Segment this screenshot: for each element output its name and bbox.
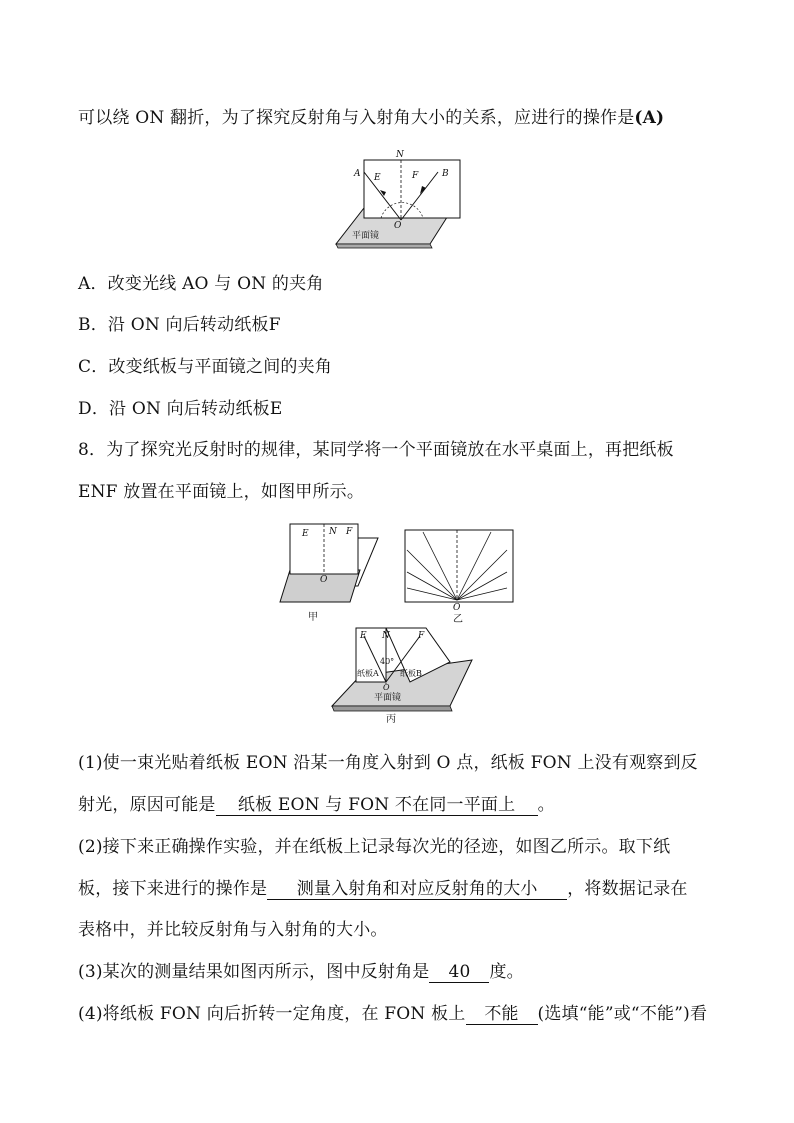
yi-caption: 乙 (453, 614, 463, 625)
jia-label-o: O (320, 575, 328, 585)
bing-angle-label: 40° (380, 657, 395, 666)
q8-p1-pre: 射光，原因可能是 (78, 795, 216, 815)
q8-p3-answer: 40 (429, 962, 489, 983)
q7-option-b: B．沿 ON 向后转动纸板F (78, 315, 281, 335)
q7-mirror-label: 平面镜 (352, 231, 380, 241)
bing-label-n: N (382, 631, 390, 641)
bing-board-b-label: 纸板B (400, 669, 422, 678)
jia-label-n: N (329, 527, 337, 537)
q8-p1-post: 。 (537, 795, 555, 815)
q8-figure-yi (403, 528, 515, 626)
bing-label-e: E (360, 631, 367, 641)
q7-answer: (A) (634, 108, 665, 128)
q8-p4-line (78, 1002, 707, 1026)
q8-p3-post: 度。 (489, 962, 524, 982)
q7-label-n: N (396, 150, 404, 160)
bing-mirror (332, 660, 472, 706)
q7-option-a: A．改变光线 AO 与 ON 的夹角 (78, 274, 324, 294)
q8-stem-line2: ENF 放置在平面镜上，如图甲所示。 (78, 482, 365, 502)
q8-figure-jia (278, 522, 382, 622)
q8-p2-pre: 板，接下来进行的操作是 (78, 879, 268, 899)
bing-board-a-label: 纸板A (357, 669, 379, 678)
q8-stem-line1: 8．为了探究光反射时的规律，某同学将一个平面镜放在水平桌面上，再把纸板 (78, 440, 674, 460)
q8-p1-answer: 纸板 EON 与 FON 不在同一平面上 (216, 795, 538, 816)
jia-caption: 甲 (308, 612, 318, 623)
q7-mirror-edge (336, 244, 432, 248)
q8-p1-line2 (78, 793, 555, 817)
q7-stem-text: 可以绕 ON 翻折，为了探究反射角与入射角大小的关系，应进行的操作是 (78, 108, 635, 128)
q7-label-e: E (374, 173, 381, 183)
q8-p3-pre: (3)某次的测量结果如图丙所示，图中反射角是 (78, 962, 430, 982)
q8-p4-post: (选填“能”或“不能”)看 (537, 1004, 708, 1024)
q8-p2-line2 (78, 877, 688, 901)
bing-caption: 丙 (386, 714, 396, 725)
q7-label-f: F (412, 171, 419, 181)
bing-label-o: O (383, 683, 390, 692)
q7-label-o: O (394, 221, 402, 231)
bing-mirror-label: 平面镜 (374, 693, 402, 703)
jia-label-f: F (346, 527, 353, 537)
bing-mirror-edge (332, 706, 452, 711)
q8-p3-line (78, 960, 524, 984)
q8-p4-answer: 不能 (466, 1004, 538, 1025)
bing-label-f: F (418, 631, 425, 641)
q8-p4-pre: (4)将纸板 FON 向后折转一定角度，在 FON 板上 (78, 1004, 466, 1024)
q8-p1-line1: (1)使一束光贴着纸板 EON 沿某一角度入射到 O 点，纸板 FON 上没有观察到反 (78, 753, 698, 773)
q7-option-d: D．沿 ON 向后转动纸板E (78, 399, 283, 419)
jia-label-e: E (302, 529, 309, 539)
q7-label-a: A (354, 169, 361, 179)
q8-p2-post: ，将数据记录在 (567, 879, 688, 899)
q7-label-b: B (442, 169, 449, 179)
q8-p2-answer: 测量入射角和对应反射角的大小 (267, 879, 567, 900)
q8-p2-line3: 表格中，并比较反射角与入射角的大小。 (78, 920, 388, 940)
q7-figure (334, 148, 464, 248)
q7-stem (78, 106, 664, 130)
q8-figure-bing (330, 626, 476, 726)
yi-label-o: O (453, 603, 461, 613)
q8-p2-line1: (2)接下来正确操作实验，并在纸板上记录每次光的径迹，如图乙所示。取下纸 (78, 837, 671, 857)
q7-option-c: C．改变纸板与平面镜之间的夹角 (78, 357, 333, 377)
